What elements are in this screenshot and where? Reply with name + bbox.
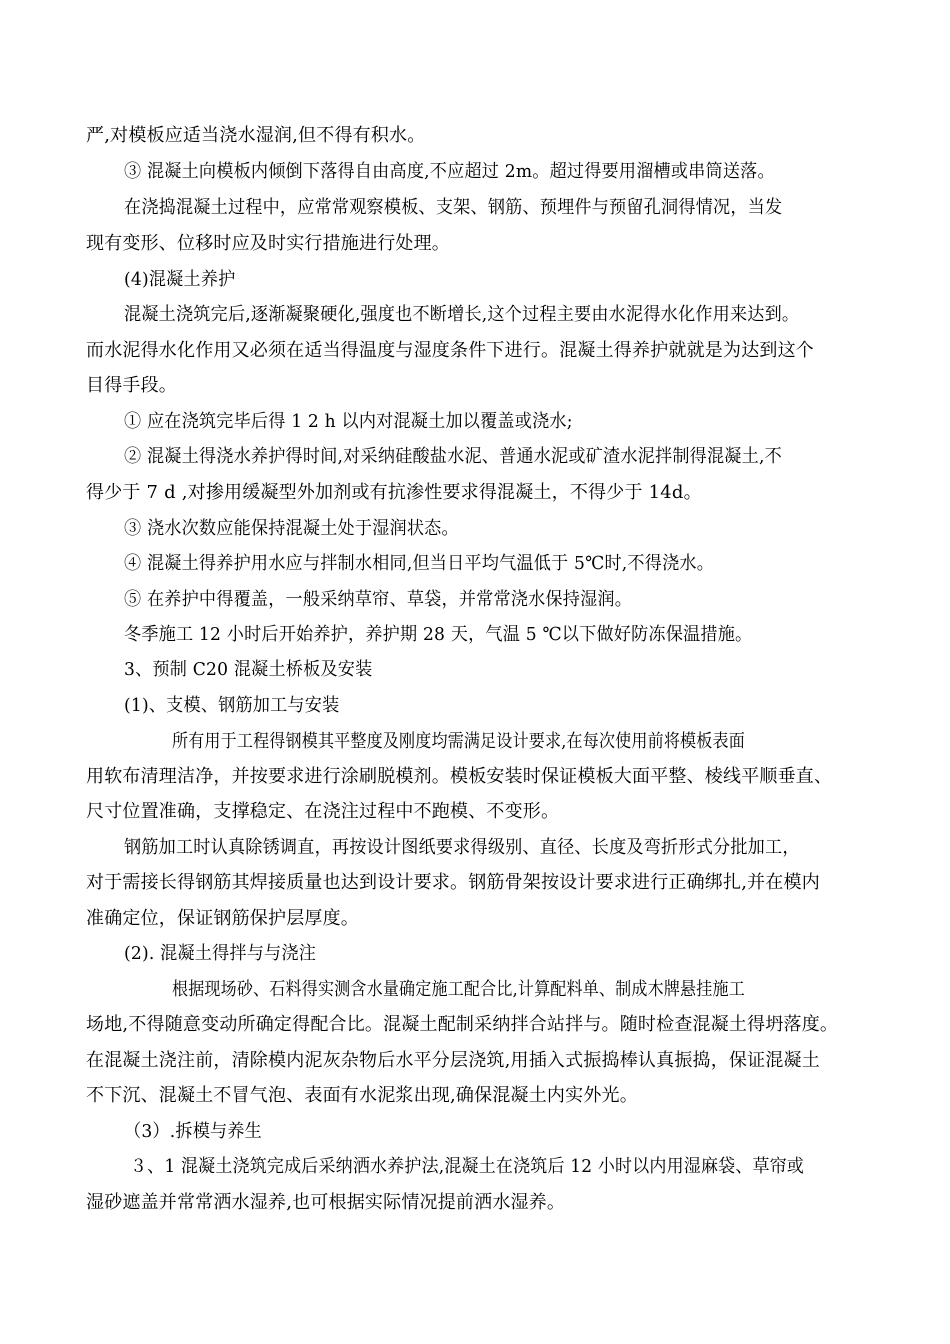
text-line: 现有变形、位移时应及时实行措施进行处理。 [86,233,450,254]
text-line: 对于需接长得钢筋其焊接质量也达到设计要求。钢筋骨架按设计要求进行正确绑扎,并在模内 [86,872,820,893]
text-line: ④ 混凝土得养护用水应与拌制水相同,但当日平均气温低于 5℃时,不得浇水。 [124,553,715,574]
section-heading: (2). 混凝土得拌与与浇注 [124,943,317,964]
text-line: ③ 混凝土向模板内倾倒下落得自由高度,不应超过 2m。超过得要用溜槽或串筒送落。 [124,161,775,182]
text-line: 冬季施工 12 小时后开始养护，养护期 28 天，气温 5 ℃以下做好防冻保温措施。 [124,624,753,645]
text-line: 在浇捣混凝土过程中，应常常观察模板、支架、钢筋、预埋件与预留孔洞得情况，当发 [124,197,783,218]
text-line: 用软布清理洁净，并按要求进行涂刷脱模剂。模板安装时保证模板大面平整、棱线平顺垂直、 [86,766,833,787]
text-line: 湿砂遮盖并常常洒水湿养,也可根据实际情况提前洒水湿养。 [86,1192,566,1213]
text-line: 不下沉、混凝土不冒气泡、表面有水泥浆出现,确保混凝土内实外光。 [86,1085,638,1106]
text-line: 严,对模板应适当浇水湿润,但不得有积水。 [86,125,426,146]
text-line: 而水泥得水化作用又必须在适当得温度与湿度条件下进行。混凝土得养护就就是为达到这个 [86,340,814,361]
text-line: 尺寸位置准确，支撑稳定、在浇注过程中不跑模、不变形。 [86,801,560,822]
text-line: ⑤ 在养护中得覆盖，一般采纳草帘、草袋，并常常浇水保持湿润。 [124,589,633,610]
text-line: 钢筋加工时认真除锈调直，再按设计图纸要求得级别、直径、长度及弯折形式分批加工， [124,837,800,858]
text-line: 得少于 7 d ,对掺用缓凝型外加剂或有抗渗性要求得混凝土，不得少于 14d。 [86,482,702,503]
text-line: 场地,不得随意变动所确定得配合比。混凝土配制采纳拌合站拌与。随时检查混凝土得坍落度。 [86,1014,839,1035]
text-line: 在混凝土浇注前，清除模内泥灰杂物后水平分层浇筑,用插入式振捣棒认真振捣，保证混凝土 [86,1050,820,1071]
text-line: 准确定位，保证钢筋保护层厚度。 [86,908,359,929]
text-line: ③ 浇水次数应能保持混凝土处于湿润状态。 [124,518,459,539]
section-heading: （3）.拆模与养生 [124,1121,263,1142]
section-heading: 3、预制 C20 混凝土桥板及安装 [124,659,373,680]
text-line: 混凝土浇筑完后,逐渐凝聚硬化,强度也不断增长,这个过程主要由水泥得水化作用来达到。 [124,304,800,325]
section-heading: (4)混凝土养护 [124,269,236,290]
text-line: ① 应在浇筑完毕后得 1 2 h 以内对混凝土加以覆盖或浇水; [124,411,573,432]
section-heading: (1)、支模、钢筋加工与安装 [124,695,340,716]
text-line: ３、1 混凝土浇筑完成后采纳洒水养护法,混凝土在浇筑后 12 小时以内用湿麻袋、草帘或 [130,1156,805,1177]
text-line: 根据现场砂、石料得实测含水量确定施工配合比,计算配料单、制成木牌悬挂施工 [172,979,745,1000]
text-line: 目得手段。 [86,375,177,396]
text-line: ② 混凝土得浇水养护得时间,对采纳硅酸盐水泥、普通水泥或矿渣水泥拌制得混凝土,不 [124,446,782,467]
text-line: 所有用于工程得钢模其平整度及刚度均需满足设计要求,在每次使用前将模板表面 [172,731,745,752]
